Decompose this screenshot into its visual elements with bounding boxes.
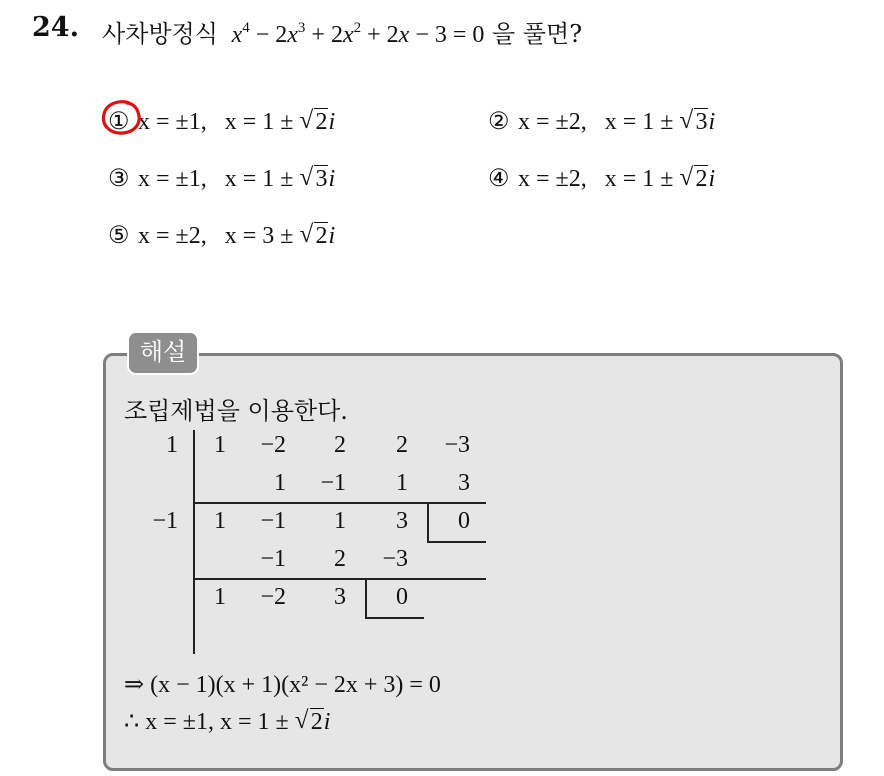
- sd-cell: 2: [396, 432, 408, 458]
- solution-tag: 해설: [127, 331, 199, 375]
- sd-cell: 1: [214, 432, 226, 458]
- choice-4[interactable]: ④ x = ±2, x = 1 ± √ 2i: [488, 164, 715, 193]
- sd-cell: 1: [274, 470, 286, 496]
- sd-cell: 3: [458, 470, 470, 496]
- sd-cell: −3: [444, 432, 470, 458]
- choice-2[interactable]: ② x = ±2, x = 1 ± √ 3i: [488, 107, 715, 136]
- sd-root-2: −1: [152, 508, 178, 534]
- question-suffix: 을 풀면?: [492, 20, 583, 48]
- sd-cell: 1: [334, 508, 346, 534]
- sd-cell: −2: [260, 584, 286, 610]
- solution-factorization: ⇒ (x − 1)(x + 1)(x² − 2x + 3) = 0: [124, 672, 441, 698]
- choice-1[interactable]: ① x = ±1, x = 1 ± √ 2i: [108, 107, 335, 136]
- sd-rule: [193, 578, 486, 580]
- sd-cell: −3: [382, 546, 408, 572]
- choice-3[interactable]: ③ x = ±1, x = 1 ± √ 3i: [108, 164, 335, 193]
- sd-cell: 2: [334, 546, 346, 572]
- sd-remainder-floor: [427, 541, 486, 543]
- solution-intro: 조립제법을 이용한다.: [124, 397, 348, 425]
- sd-cell: 3: [396, 508, 408, 534]
- question-text: [102, 14, 582, 49]
- sd-divider: [193, 430, 195, 654]
- sd-cell: 2: [334, 432, 346, 458]
- solution-answer: ∴ x = ±1, x = 1 ± √ 2i: [124, 707, 330, 736]
- question-prefix: 사차방정식: [102, 20, 218, 48]
- question-equation: $x^4 - 2x^3 + 2x^2 + 2x - 3 = 0$: [231, 20, 485, 48]
- sd-cell: −2: [260, 432, 286, 458]
- sd-cell: 1: [214, 584, 226, 610]
- sd-cell: 0: [458, 508, 470, 534]
- sd-cell: −1: [260, 546, 286, 572]
- sd-cell: 0: [396, 584, 408, 610]
- sd-remainder-wall: [365, 578, 367, 618]
- sd-root-1: 1: [166, 432, 178, 458]
- sd-cell: 3: [334, 584, 346, 610]
- sd-cell: −1: [260, 508, 286, 534]
- sd-cell: 1: [214, 508, 226, 534]
- sd-remainder-floor: [365, 617, 424, 619]
- choice-5[interactable]: ⑤ x = ±2, x = 3 ± √ 2i: [108, 221, 335, 250]
- sd-cell: −1: [320, 470, 346, 496]
- sd-rule: [193, 502, 486, 504]
- sd-cell: 1: [396, 470, 408, 496]
- sd-remainder-wall: [427, 502, 429, 542]
- answer-mark-icon: [101, 99, 145, 137]
- question-number: 24.: [32, 12, 79, 43]
